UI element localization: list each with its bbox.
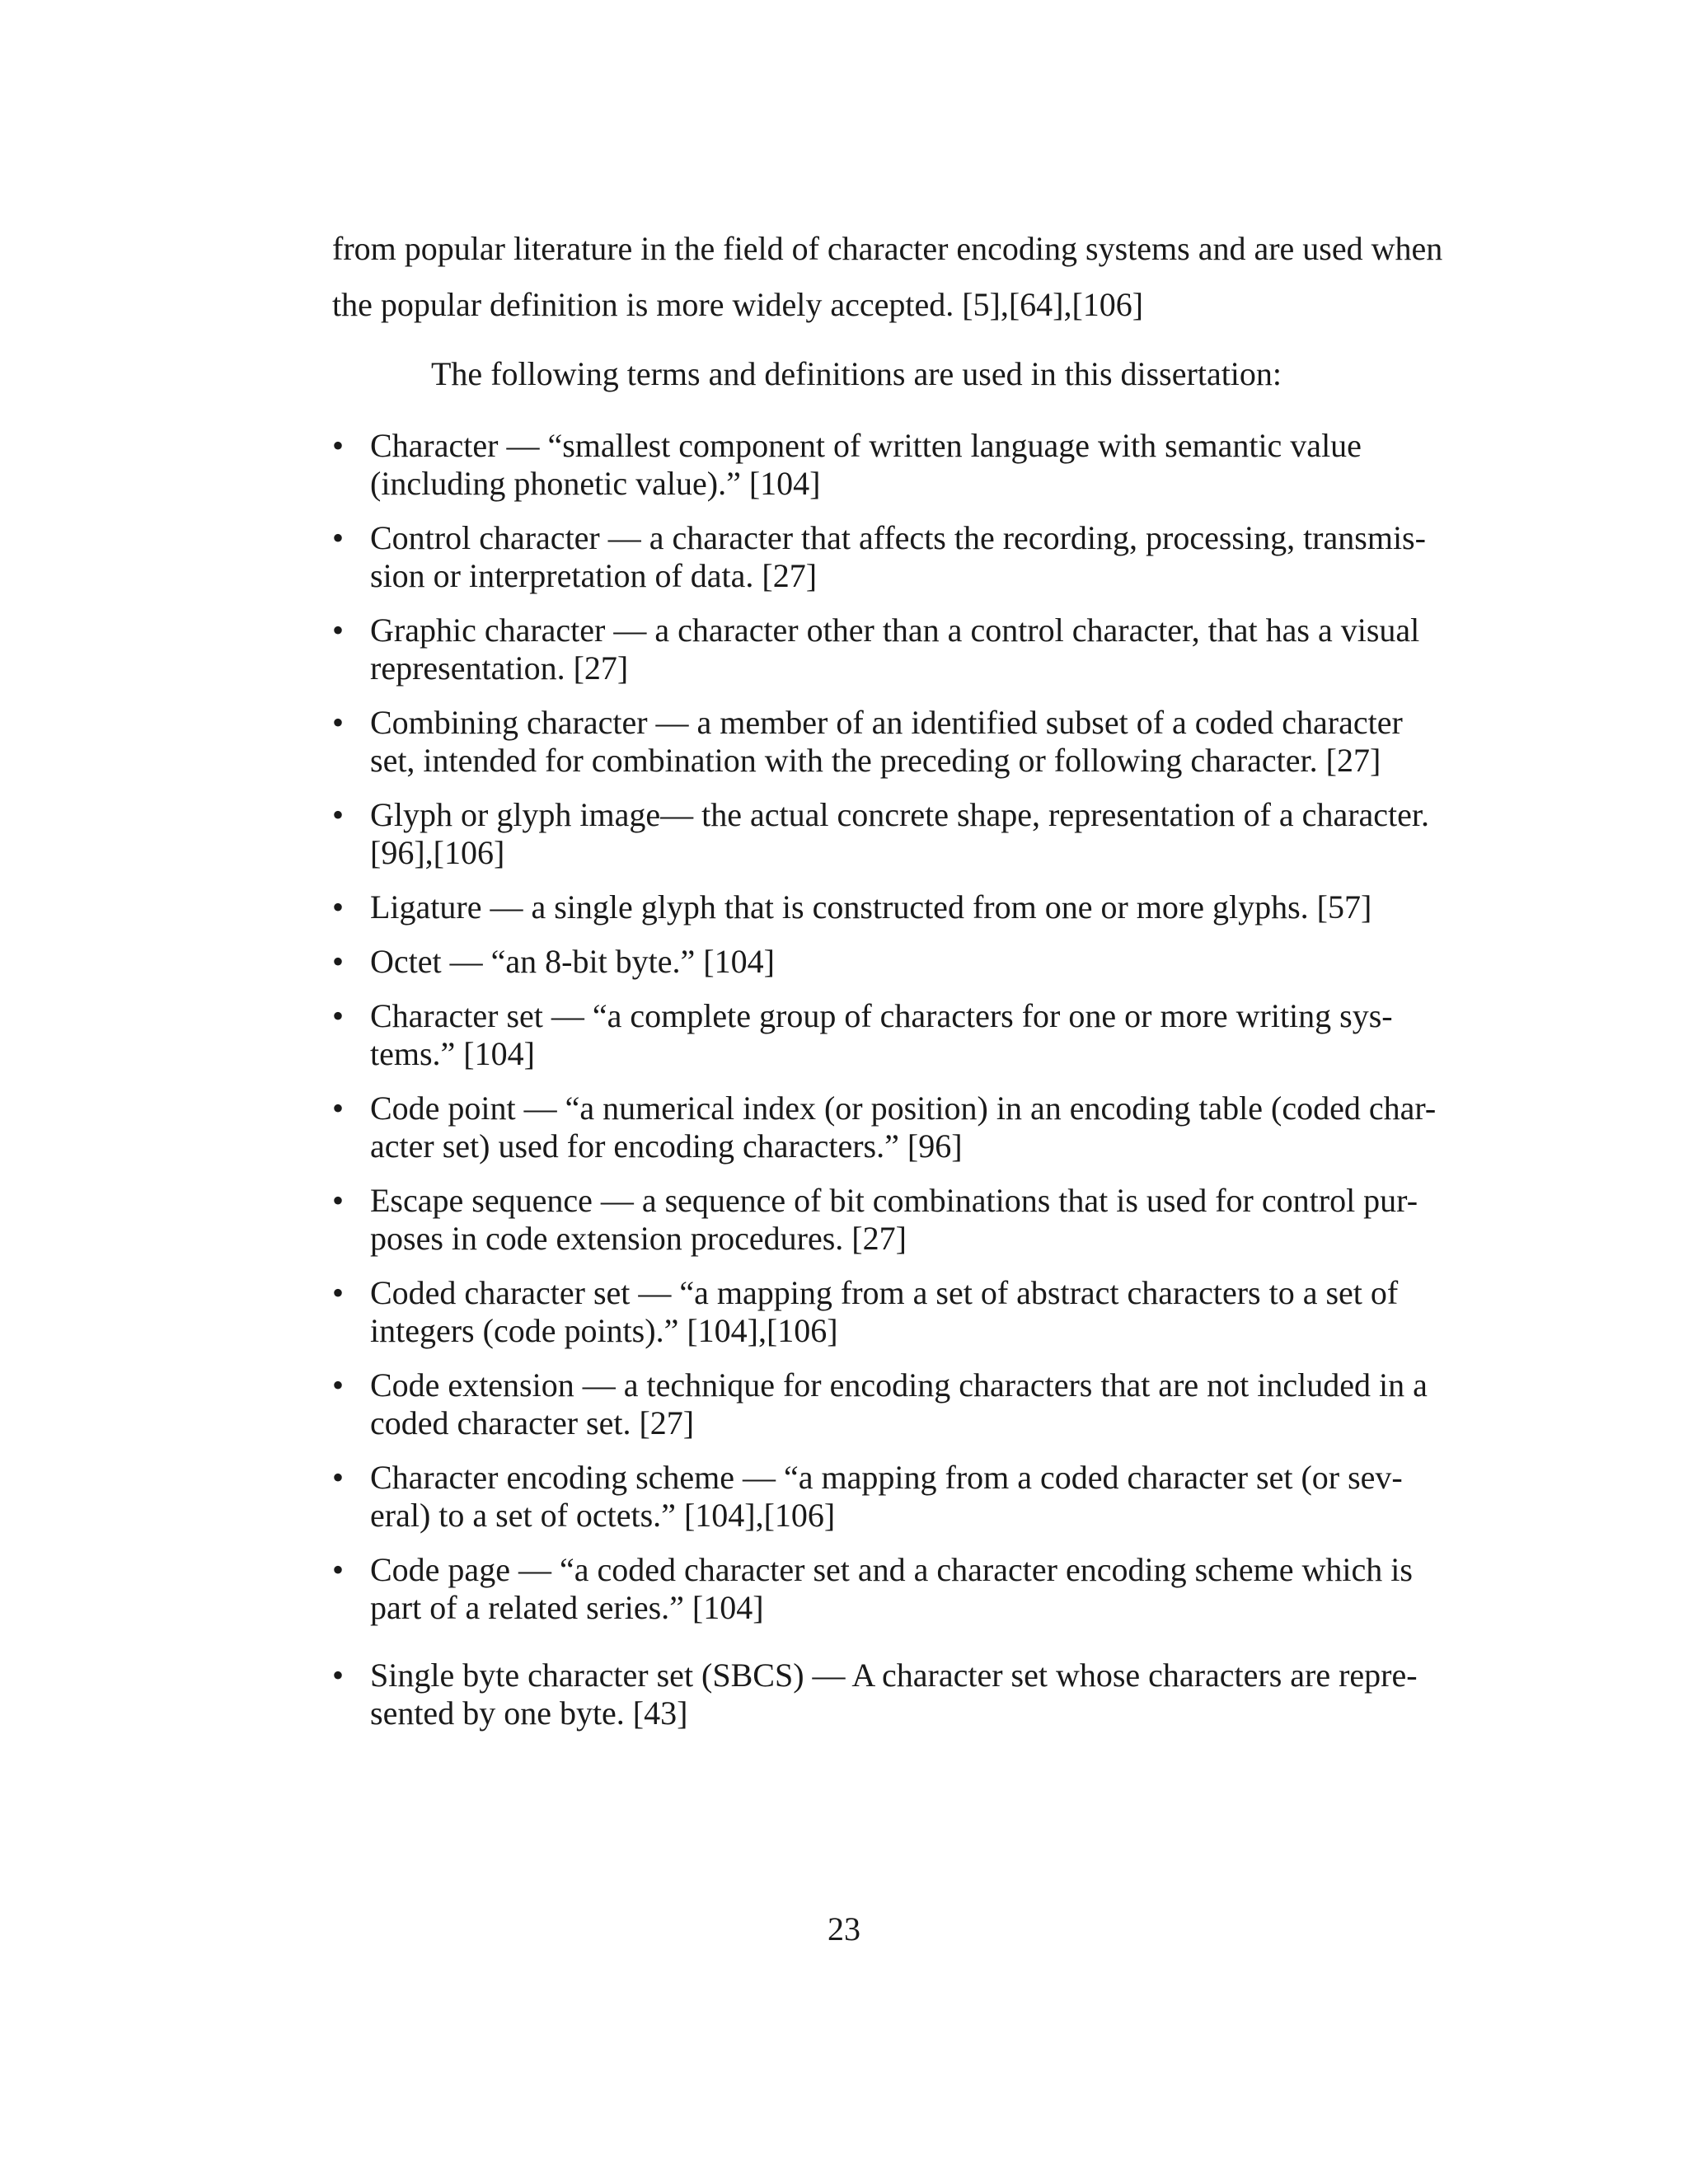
definition-line: Combining character — a member of an identified subset of a coded character bbox=[370, 704, 1403, 741]
definition-item-character bbox=[332, 427, 1441, 503]
definition-line: set, intended for combination with the preceding or following character. [27] bbox=[370, 742, 1381, 779]
definition-line: Code point — “a numerical index (or position) in an encoding table (coded char- bbox=[370, 1090, 1437, 1127]
definition-line: Code extension — a technique for encoding characters that are not included in a bbox=[370, 1366, 1428, 1404]
bullet-icon: • bbox=[332, 427, 345, 464]
definition-line: part of a related series.” [104] bbox=[370, 1589, 764, 1626]
definition-line: Octet — “an 8-bit byte.” [104] bbox=[370, 943, 775, 980]
bullet-icon: • bbox=[332, 1182, 345, 1219]
bullet-icon: • bbox=[332, 1551, 345, 1588]
definition-item-escape-sequence bbox=[332, 1182, 1441, 1258]
definition-line: poses in code extension procedures. [27] bbox=[370, 1220, 907, 1257]
definition-line: coded character set. [27] bbox=[370, 1404, 695, 1441]
definition-item-character-encoding-scheme bbox=[332, 1459, 1441, 1535]
definition-line: Escape sequence — a sequence of bit combinations that is used for control pur- bbox=[370, 1182, 1418, 1219]
bullet-icon: • bbox=[332, 612, 345, 649]
definition-line: Code page — “a coded character set and a character encoding scheme which is bbox=[370, 1551, 1413, 1588]
bullet-icon: • bbox=[332, 997, 345, 1034]
definition-line: Graphic character — a character other than a control character, that has a visual bbox=[370, 612, 1420, 649]
definition-line: representation. [27] bbox=[370, 649, 629, 687]
definition-line: sion or interpretation of data. [27] bbox=[370, 557, 818, 594]
definition-item-ligature bbox=[332, 888, 1441, 926]
bullet-icon: • bbox=[332, 1366, 345, 1404]
definitions-lead-sentence: The following terms and definitions are used in this dissertation: bbox=[431, 355, 1282, 392]
bullet-icon: • bbox=[332, 796, 345, 833]
definition-line: Character set — “a complete group of characters for one or more writing sys- bbox=[370, 997, 1393, 1034]
definition-item-control-character bbox=[332, 519, 1441, 595]
definition-line: sented by one byte. [43] bbox=[370, 1694, 688, 1732]
intro-paragraph-line-2: the popular definition is more widely accepted. [5],[64],[106] bbox=[332, 286, 1144, 323]
definition-line: Coded character set — “a mapping from a set of abstract characters to a set of bbox=[370, 1274, 1399, 1311]
definition-line: Control character — a character that affects the recording, processing, transmis- bbox=[370, 519, 1426, 556]
definition-line: [96],[106] bbox=[370, 834, 505, 871]
definition-line: eral) to a set of octets.” [104],[106] bbox=[370, 1497, 836, 1534]
bullet-icon: • bbox=[332, 519, 345, 556]
bullet-icon: • bbox=[332, 888, 345, 926]
definition-item-combining-character bbox=[332, 704, 1441, 780]
definition-line: Character encoding scheme — “a mapping from a coded character set (or sev- bbox=[370, 1459, 1403, 1496]
bullet-icon: • bbox=[332, 1274, 345, 1311]
definition-item-character-set bbox=[332, 997, 1441, 1073]
definition-item-code-page bbox=[332, 1551, 1441, 1627]
definition-item-code-extension bbox=[332, 1366, 1441, 1442]
definition-line: Character — “smallest component of written language with semantic value bbox=[370, 427, 1362, 464]
definition-line: integers (code points).” [104],[106] bbox=[370, 1312, 838, 1349]
bullet-icon: • bbox=[332, 1090, 345, 1127]
bullet-icon: • bbox=[332, 1657, 345, 1694]
bullet-icon: • bbox=[332, 1459, 345, 1496]
bullet-icon: • bbox=[332, 704, 345, 741]
definition-line: Single byte character set (SBCS) — A character set whose characters are repre- bbox=[370, 1657, 1418, 1694]
bullet-icon: • bbox=[332, 943, 345, 980]
definition-line: Glyph or glyph image— the actual concrete shape, representation of a character. bbox=[370, 796, 1429, 833]
intro-paragraph-line-1: from popular literature in the field of character encoding systems and are used when bbox=[332, 230, 1443, 267]
definition-item-coded-character-set bbox=[332, 1274, 1441, 1350]
definitions-list bbox=[332, 427, 1441, 1749]
definition-line: acter set) used for encoding characters.” [96] bbox=[370, 1127, 963, 1165]
definition-item-sbcs bbox=[332, 1657, 1441, 1732]
definition-item-octet bbox=[332, 943, 1441, 981]
definition-line: (including phonetic value).” [104] bbox=[370, 465, 821, 502]
definition-line: tems.” [104] bbox=[370, 1035, 535, 1072]
definition-line: Ligature — a single glyph that is constructed from one or more glyphs. [57] bbox=[370, 888, 1372, 926]
page-number: 23 bbox=[828, 1910, 860, 1947]
definition-item-glyph bbox=[332, 796, 1441, 872]
definition-item-graphic-character bbox=[332, 612, 1441, 687]
definition-item-code-point bbox=[332, 1090, 1441, 1165]
